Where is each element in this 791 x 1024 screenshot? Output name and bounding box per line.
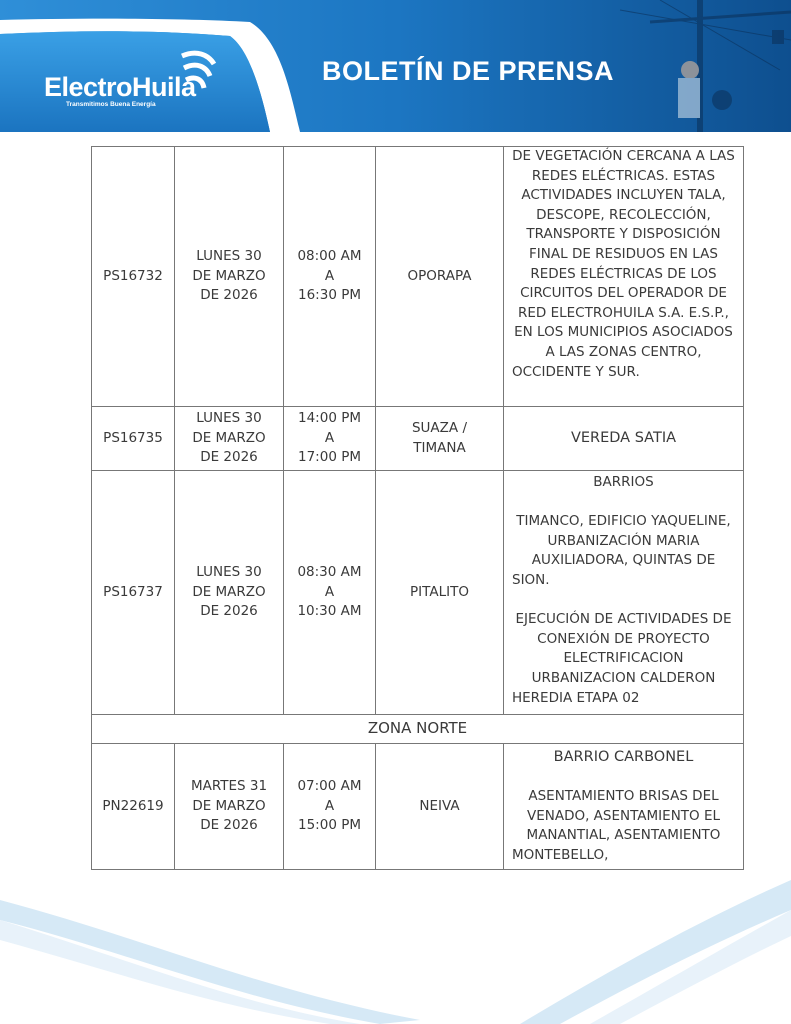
table-row bbox=[92, 744, 744, 870]
logo-wave-icon bbox=[178, 44, 218, 92]
description-heading: BARRIO CARBONEL bbox=[553, 749, 694, 765]
zone-label: ZONA NORTE bbox=[92, 715, 744, 744]
description-paragraph: EJECUCIÓN DE ACTIVIDADES DE CONEXIÓN DE PROYECTO ELECTRIFICACION URBANIZACION CALDERON HEREDIA ETAPA 02 bbox=[512, 611, 732, 706]
table-row bbox=[92, 147, 744, 407]
municipality-cell: OPORAPA bbox=[376, 147, 504, 407]
header-banner bbox=[0, 0, 791, 132]
description-cell: DE VEGETACIÓN CERCANA A LAS REDES ELÉCTRICAS. ESTAS ACTIVIDADES INCLUYEN TALA, DESCOPE, RECOLECCIÓN, TRANSPORTE Y DISPOSICIÓN FINAL DE RESIDUOS EN LAS REDES ELÉCTRICAS DE LOS CIRCUITOS DEL OPERADOR DE RED ELECTROHUILA S.A. E.S.P., EN LOS MUNICIPIOS ASOCIADOS A LAS ZONAS CENTRO, OCCIDENTE Y SUR. bbox=[504, 147, 744, 407]
description-paragraph: ASENTAMIENTO BRISAS DEL VENADO, ASENTAMIENTO EL MANANTIAL, ASENTAMIENTO MONTEBELLO, bbox=[512, 788, 721, 863]
municipality-cell: NEIVA bbox=[376, 744, 504, 870]
order-code: PS16732 bbox=[92, 147, 175, 407]
time-cell: 08:30 AM A 10:30 AM bbox=[284, 471, 376, 715]
bulletin-title: BOLETÍN DE PRENSA bbox=[322, 56, 615, 86]
time-cell: 14:00 PM A 17:00 PM bbox=[284, 407, 376, 471]
order-code: PS16737 bbox=[92, 471, 175, 715]
outage-schedule-table bbox=[91, 146, 744, 870]
zone-header-row bbox=[92, 715, 744, 744]
table-row bbox=[92, 407, 744, 471]
order-code: PN22619 bbox=[92, 744, 175, 870]
footer-wave-decoration bbox=[0, 880, 791, 1024]
municipality-cell: SUAZA / TIMANA bbox=[376, 407, 504, 471]
date-cell: MARTES 31 DE MARZO DE 2026 bbox=[175, 744, 284, 870]
municipality-cell: PITALITO bbox=[376, 471, 504, 715]
logo-tagline: Transmitimos Buena Energía bbox=[66, 101, 156, 108]
description-cell bbox=[504, 471, 744, 715]
description-heading: BARRIOS bbox=[593, 474, 654, 490]
time-cell: 07:00 AM A 15:00 PM bbox=[284, 744, 376, 870]
electrohuila-logo: ElectroHuila bbox=[44, 72, 196, 102]
time-cell: 08:00 AM A 16:30 PM bbox=[284, 147, 376, 407]
date-cell: LUNES 30 DE MARZO DE 2026 bbox=[175, 147, 284, 407]
description-cell: VEREDA SATIA bbox=[504, 407, 744, 471]
order-code: PS16735 bbox=[92, 407, 175, 471]
description-cell bbox=[504, 744, 744, 870]
table-row bbox=[92, 471, 744, 715]
date-cell: LUNES 30 DE MARZO DE 2026 bbox=[175, 407, 284, 471]
date-cell: LUNES 30 DE MARZO DE 2026 bbox=[175, 471, 284, 715]
description-paragraph: TIMANCO, EDIFICIO YAQUELINE, URBANIZACIÓN MARIA AUXILIADORA, QUINTAS DE SION. bbox=[512, 513, 731, 588]
